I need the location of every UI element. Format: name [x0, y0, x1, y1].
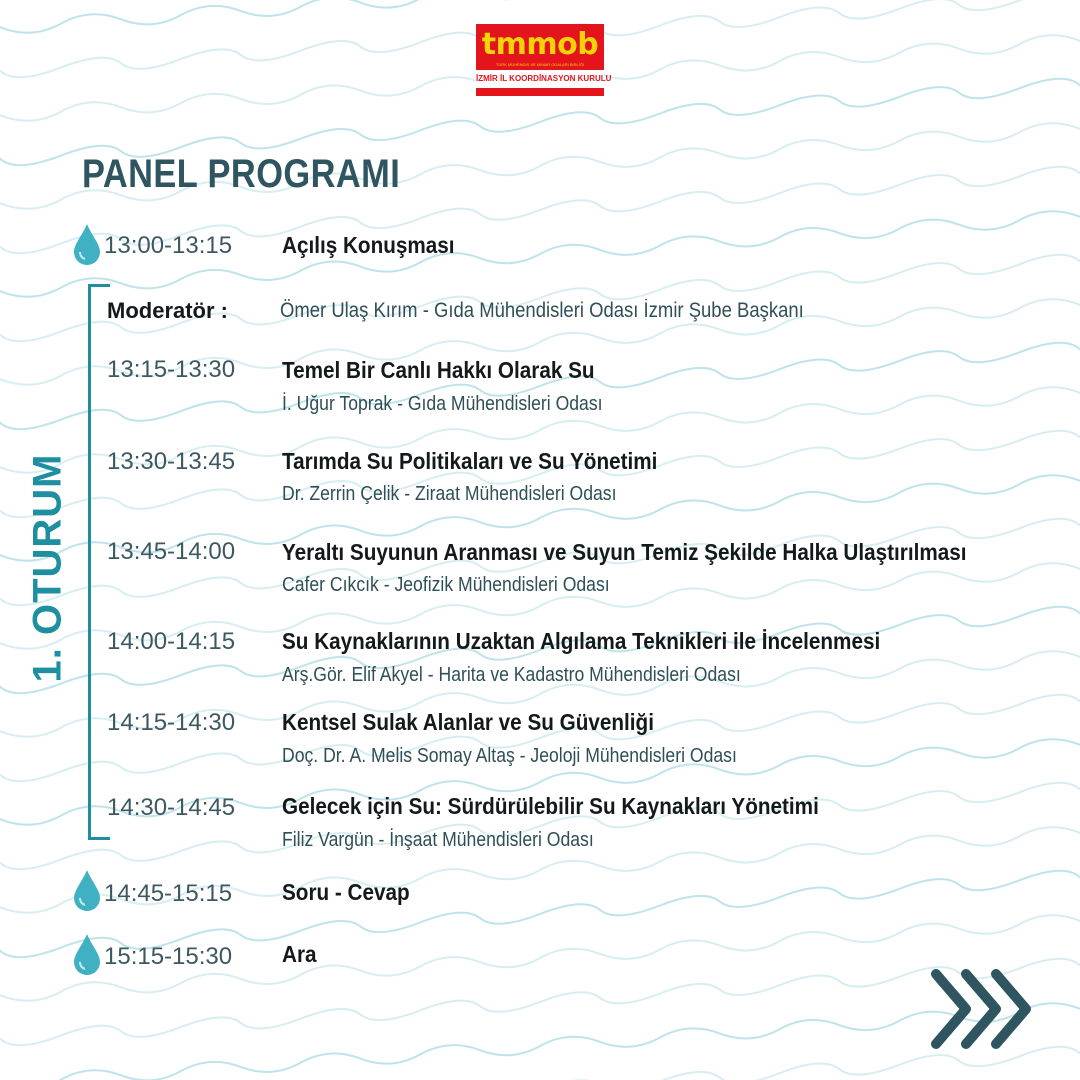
tmmob-logo — [476, 24, 612, 96]
talk-title: Yeraltı Suyunun Aranması ve Suyun Temiz Şekilde Halka Ulaştırılması — [282, 539, 967, 565]
qa-time: 14:45-15:15 — [104, 880, 233, 907]
talk-title: Gelecek için Su: Sürdürülebilir Su Kaynakları Yönetimi — [282, 793, 819, 819]
talk-title: Tarımda Su Politikaları ve Su Yönetimi — [282, 448, 658, 474]
next-chevrons-icon[interactable] — [930, 968, 1036, 1050]
talk-speaker: Filiz Vargün - İnşaat Mühendisleri Odası — [282, 829, 594, 851]
talk-title: Su Kaynaklarının Uzaktan Algılama Teknikleri ile İncelenmesi — [282, 628, 881, 654]
talk-speaker: Doç. Dr. A. Melis Somay Altaş - Jeoloji Mühendisleri Odası — [282, 745, 737, 767]
talk-time: 13:30-13:45 — [107, 448, 236, 475]
qa-title: Soru - Cevap — [282, 879, 410, 905]
opening-title: Açılış Konuşması — [282, 232, 455, 258]
logo-word: tmmob — [481, 27, 599, 62]
water-drop-icon — [70, 932, 104, 976]
talk-time: 13:15-13:30 — [107, 356, 236, 383]
logo-subtitle: TÜRK MÜHENDİS VE MİMAR ODALARI BİRLİĞİ — [495, 62, 585, 67]
moderator-label: Moderatör : — [107, 298, 228, 323]
wave-line — [0, 689, 1080, 787]
talk-title: Temel Bir Canlı Hakkı Olarak Su — [282, 357, 595, 383]
page-title: PANEL PROGRAMI — [82, 152, 401, 196]
break-time: 15:15-15:30 — [104, 943, 233, 970]
talk-speaker: Dr. Zerrin Çelik - Ziraat Mühendisleri Odası — [282, 483, 617, 505]
logo-band: İZMİR İL KOORDİNASYON KURULU — [476, 70, 604, 88]
wave-line — [0, 337, 1080, 435]
talk-time: 14:15-14:30 — [107, 709, 236, 736]
talk-speaker: Cafer Cıkcık - Jeofizik Mühendisleri Odası — [282, 574, 610, 596]
wave-line — [0, 777, 1080, 875]
moderator-name: Ömer Ulaş Kırım - Gıda Mühendisleri Odası İzmir Şube Başkanı — [280, 299, 804, 322]
talk-speaker: İ. Uğur Toprak - Gıda Mühendisleri Odası — [282, 393, 603, 415]
talk-time: 13:45-14:00 — [107, 538, 236, 565]
talk-title: Kentsel Sulak Alanlar ve Su Güvenliği — [282, 709, 654, 735]
opening-time: 13:00-13:15 — [104, 232, 233, 259]
talk-speaker: Arş.Gör. Elif Akyel - Harita ve Kadastro Mühendisleri Odası — [282, 664, 741, 686]
wave-line — [0, 997, 1080, 1080]
water-drop-icon — [70, 868, 104, 912]
water-drop-icon — [70, 222, 104, 266]
talk-time: 14:30-14:45 — [107, 794, 236, 821]
talk-time: 14:00-14:15 — [107, 628, 236, 655]
break-title: Ara — [282, 941, 317, 967]
